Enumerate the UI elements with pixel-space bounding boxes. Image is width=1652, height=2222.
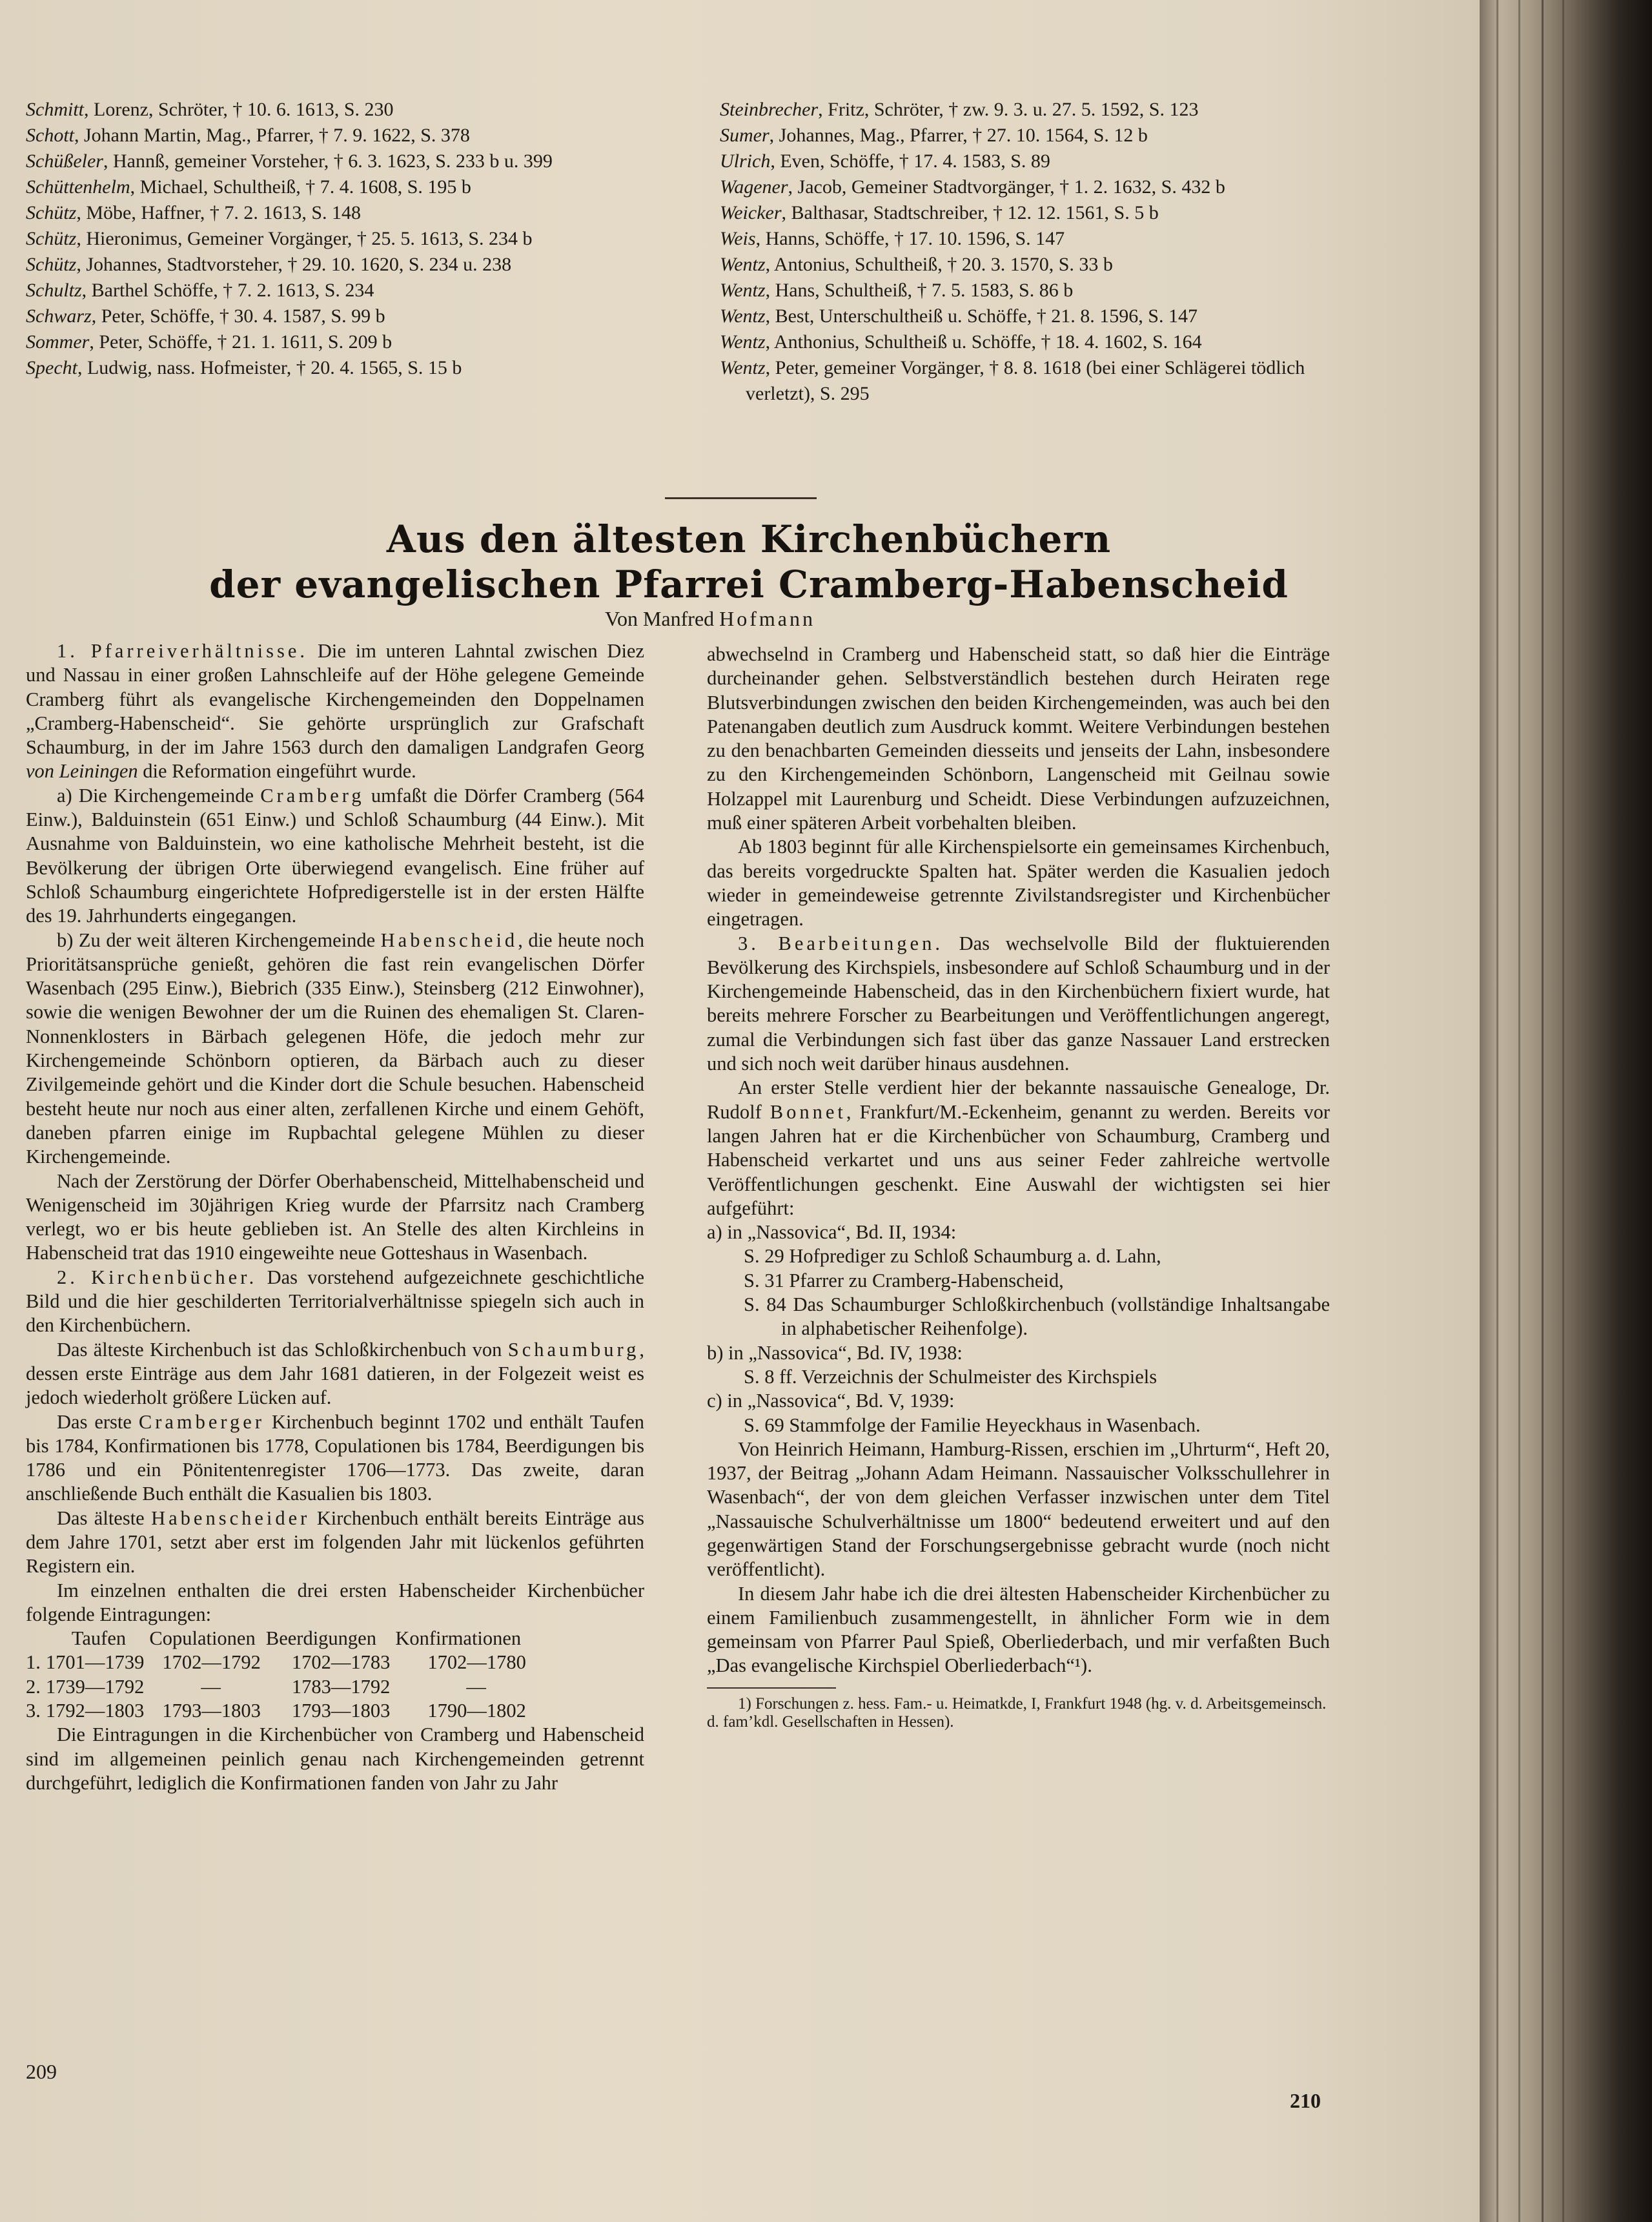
- paragraph: Von Heinrich Heimann, Hamburg-Rissen, erschien im „Uhrturm“, Heft 20, 1937, der Beitrag „Johann Adam Heimann. Nassauischer Volksschullehrer in Wasenbach“, der von dem gleichen Verfasser inzwischen unter dem Titel „Nassauische Schulverhältnisse um 1800“ bedeutend erweitert und auf den gegenwärtigen Stand der Forschungsergebnisse gebracht wurde (noch nicht veröffentlicht).: [707, 1437, 1330, 1581]
- byline-author: Hofmann: [719, 607, 815, 630]
- page-edge: [1518, 0, 1520, 2222]
- table-cell: 1790—1802: [427, 1700, 526, 1722]
- section-heading: 3. Bearbeitungen.: [738, 932, 943, 954]
- register-details: , Peter, Schöffe, † 30. 4. 1587, S. 99 b: [91, 305, 385, 327]
- table-cell: 1702—1780: [427, 1651, 526, 1674]
- register-name: Wentz: [720, 254, 766, 275]
- footnote-rule: [707, 1687, 836, 1689]
- register-entry: [720, 174, 1340, 200]
- paragraph: a) Die Kirchengemeinde Cramberg umfaßt die Dörfer Cramberg (564 Einw.), Balduinstein (651 Einw.) und Schloß Schaumburg (44 Einw.). Mit Ausnahme von Balduinstein, wo eine katholische Mehrheit besteht, ist die Bevölkerung der übrigen Orte überwiegend evangelisch. Eine früher auf Schloß Schaumburg eingerichtete Hofpredigerstelle ist in der ersten Hälfte des 19. Jahrhunderts eingegangen.: [26, 784, 644, 927]
- paragraph: Das erste Cramberger Kirchenbuch beginnt 1702 und enthält Taufen bis 1784, Konfirmationen bis 1778, Copulationen bis 1784, Beerdigungen bis 1786 und ein Pönitentenregister 1706—1773. Das zweite, daran anschließende Buch enthält die Kasualien bis 1803.: [26, 1410, 644, 1505]
- register-details: , Barthel Schöffe, † 7. 2. 1613, S. 234: [81, 280, 374, 301]
- register-entry: [720, 97, 1340, 123]
- paragraph: b) Zu der weit älteren Kirchengemeinde Habenscheid, die heute noch Prioritätsansprüche genießt, gehören die fast rein evangelischen Dörfer Wasenbach (295 Einw.), Biebrich (335 Einw.), Steinsberg (212 Einwohner), sowie die wenigen Bewohner der um die Ruinen des ehemaligen St. Claren-Nonnenklosters in Bärbach gelegenen Höfe, die jedoch mehr zur Kirchengemeinde Schönborn optieren, da Bärbach auch zu dieser Zivilgemeinde gehört und die Kinder dort die Schule besuchen. Habenscheid besteht heute nur noch aus einer alten, zerfallenen Kirche und einem Gehöft, daneben pfarren einige im Rupbachtal gelegene Mühlen zu dieser Kirchengemeinde.: [26, 929, 644, 1168]
- article-column-left: [26, 639, 644, 1795]
- register-details: , Balthasar, Stadtschreiber, † 12. 12. 1561, S. 5 b: [781, 202, 1159, 223]
- register-entry: [720, 123, 1340, 149]
- table-header-cell: Konfirmationen: [395, 1627, 522, 1650]
- kirchenbuch-table: [26, 1627, 531, 1723]
- page-number-right: 210: [1290, 2089, 1321, 2112]
- page-edge: [1562, 0, 1564, 2222]
- section-heading: 1. Pfarreiverhältnisse.: [57, 640, 309, 662]
- register-entry: [26, 174, 658, 200]
- publication-list: [707, 1220, 1330, 1437]
- register-name: Schwarz: [26, 305, 92, 327]
- paragraph: Das älteste Habenscheider Kirchenbuch enthält bereits Einträge aus dem Jahre 1701, setzt aber erst im folgenden Jahr mit lückenlos geführten Registern ein.: [26, 1507, 645, 1578]
- register-details: , Hieronimus, Gemeiner Vorgänger, † 25. 5. 1613, S. 234 b: [76, 228, 533, 249]
- register-name: Schütz: [26, 202, 77, 223]
- register-name: Schüttenhelm: [26, 176, 130, 198]
- register-details: , Peter, Schöffe, † 21. 1. 1611, S. 209 b: [89, 331, 393, 353]
- register-details: , Hans, Schultheiß, † 7. 5. 1583, S. 86 b: [765, 280, 1074, 301]
- register-entry: [26, 200, 658, 226]
- register-details: , Best, Unterschultheiß u. Schöffe, † 21. 8. 1596, S. 147: [765, 305, 1198, 327]
- table-header-cell: Copulationen: [149, 1627, 256, 1650]
- register-entry: [720, 252, 1340, 278]
- paragraph: Nach der Zerstörung der Dörfer Oberhabenscheid, Mittelhabenscheid und Wenigenscheid im 30jährigen Krieg wurde der Pfarrsitz nach Cramberg verlegt, wo er bis heute geblieben ist. An Stelle des alten Kirchleins in Habenscheid trat das 1910 eingeweihte neue Gotteshaus in Wasenbach.: [26, 1169, 644, 1264]
- paragraph: An erster Stelle verdient hier der bekannte nassauische Genealoge, Dr. Rudolf Bonnet, Frankfurt/M.-Eckenheim, genannt zu werden. Bereits vor langen Jahren hat er die Kirchenbücher von Schaumburg, Cramberg und Habenscheid verkartet und uns aus seiner Feder zahlreiche wertvolle Veröffentlichungen geschenkt. Eine Auswahl der wichtigsten sei hier aufgeführt:: [707, 1076, 1330, 1219]
- list-item: S. 29 Hofprediger zu Schloß Schaumburg a. d. Lahn,: [744, 1245, 1161, 1268]
- register-details: , Fritz, Schröter, † zw. 9. 3. u. 27. 5. 1592, S. 123: [818, 99, 1199, 120]
- register-details: , Hannß, gemeiner Vorsteher, † 6. 3. 1623, S. 233 b u. 399: [103, 150, 553, 172]
- section-divider: [665, 497, 817, 499]
- paragraph: abwechselnd in Cramberg und Habenscheid statt, so daß hier die Einträge durcheinander gehen. Selbstverständlich bestehen durch Heiraten rege Blutsverbindungen zwischen den beiden Kirchengemeinden, was auch bei den Patenangaben deutlich zum Ausdruck kommt. Weitere Verbindungen bestehen zu den benachbarten Gemeinden diesseits und jenseits der Lahn, insbesondere zu den Kirchengemeinden Schönborn, Langenscheid mit Geilnau sowie Holzappel mit Laurenburg und Scheidt. Diese Verbindungen aufzuzeichnen, muß einer späteren Arbeit vorbehalten bleiben.: [707, 643, 1330, 834]
- register-entry: [26, 329, 658, 355]
- article-title-line-1: Aus den ältesten Kirchenbüchern: [386, 517, 1112, 561]
- register-entry: [26, 355, 658, 381]
- table-row: [26, 1675, 531, 1699]
- paragraph: 3. Bearbeitungen. Das wechselvolle Bild der fluktuierenden Bevölkerung des Kirchspiels, insbesondere auf Schloß Schaumburg und in der Kirchengemeinde Habenscheid, das in den Kirchenbüchern fixiert wurde, hat bereits mehrere Forscher zu Bearbeitungen und Veröffentlichungen angeregt, zumal die Verbindungen sich fast über das ganze Nassauer Land erstrecken und sich noch weit darüber hinaus ausdehnen.: [707, 932, 1330, 1075]
- register-details: , Antonius, Schultheiß, † 20. 3. 1570, S. 33 b: [765, 254, 1113, 275]
- register-name: Weicker: [720, 202, 782, 223]
- register-details: , Michael, Schultheiß, † 7. 4. 1608, S. 195 b: [130, 176, 471, 198]
- register-name: Wentz: [720, 357, 766, 378]
- table-cell: 1702—1783: [291, 1651, 391, 1674]
- list-item: S. 8 ff. Verzeichnis der Schulmeister des Kirchspiels: [744, 1365, 1157, 1388]
- paragraph: Im einzelnen enthalten die drei ersten Habenscheider Kirchenbücher folgende Eintragungen:: [26, 1579, 644, 1625]
- register-name: Sumer: [720, 125, 770, 146]
- table-header-cell: [26, 1627, 46, 1651]
- list-item: a) in „Nassovica“, Bd. II, 1934:: [707, 1221, 957, 1244]
- register-entry: [26, 149, 658, 174]
- register-entry: [26, 123, 658, 149]
- paragraph: In diesem Jahr habe ich die drei ältesten Habenscheider Kirchenbücher zu einem Familienbuch zusammengestellt, in ähnlicher Form wie in dem gemeinsam von Pfarrer Paul Spieß, Oberliederbach, und mir verfaßten Buch „Das evangelische Kirchspiel Oberliederbach“¹).: [707, 1582, 1330, 1677]
- register-entry: [26, 252, 658, 278]
- register-entry: [720, 303, 1340, 329]
- register-name: Weis: [720, 228, 756, 249]
- register-name: Steinbrecher: [720, 99, 819, 120]
- page-number-left: 209: [26, 2060, 57, 2083]
- register-name: Schmitt: [26, 99, 84, 120]
- table-row: [26, 1651, 531, 1674]
- register-name: Wentz: [720, 280, 766, 301]
- register-entry: [26, 226, 658, 252]
- table-cell: 1792—1803: [45, 1700, 145, 1722]
- register-name: Schütz: [26, 228, 77, 249]
- register-details: , Anthonius, Schultheiß u. Schöffe, † 18. 4. 1602, S. 164: [765, 331, 1202, 353]
- register-name: Schütz: [26, 254, 77, 275]
- paragraph: 2. Kirchenbücher. Das vorstehend aufgezeichnete geschichtliche Bild und die hier geschilderten Territorialverhältnisse spiegeln sich auch in den Kirchenbüchern.: [26, 1266, 645, 1337]
- register-list-left: [26, 97, 658, 381]
- footnote: 1) Forschungen z. hess. Fam.- u. Heimatkde, I, Frankfurt 1948 (hg. v. d. Arbeitsgemeinsch. d. fam’kdl. Gesellschaften in Hessen).: [707, 1694, 1327, 1731]
- register-details: , Peter, gemeiner Vorgänger, † 8. 8. 1618 (bei einer Schlägerei tödlich verletzt), S. 295: [746, 357, 1305, 404]
- register-details: , Johann Martin, Mag., Pfarrer, † 7. 9. 1622, S. 378: [74, 125, 470, 146]
- register-entry: [720, 149, 1340, 174]
- byline-prefix: Von Manfred: [604, 607, 720, 630]
- register-details: , Lorenz, Schröter, † 10. 6. 1613, S. 230: [84, 99, 394, 120]
- paragraph: Die Eintragungen in die Kirchenbücher von Cramberg und Habenscheid sind im allgemeinen peinlich genau nach Kirchengemeinden getrennt durchgeführt, lediglich die Konfirmationen fanden von Jahr zu Jahr: [26, 1723, 644, 1794]
- list-item: S. 69 Stammfolge der Familie Heyeckhaus in Wasenbach.: [744, 1414, 1201, 1436]
- register-entry: [720, 226, 1340, 252]
- list-item: b) in „Nassovica“, Bd. IV, 1938:: [707, 1341, 963, 1364]
- register-name: Ulrich: [720, 150, 771, 172]
- table-cell: 1701—1739: [45, 1651, 145, 1674]
- paragraph: 1. Pfarreiverhältnisse. Die im unteren Lahntal zwischen Diez und Nassau in einer großen Lahnschleife auf der Höhe gelegene Gemeinde Cramberg führt als evangelische Kirchengemeinden den Doppelnamen „Cramberg-Habenscheid“. Sie gehörte ursprünglich zur Grafschaft Schaumburg, in der im Jahre 1563 durch den damaligen Landgrafen Georg von Leiningen die Reformation eingeführt wurde.: [26, 640, 644, 783]
- register-entry: [26, 303, 658, 329]
- register-name: Specht: [26, 357, 77, 378]
- register-name: Wagener: [720, 176, 788, 198]
- list-item: S. 84 Das Schaumburger Schloßkirchenbuch (vollständige Inhaltsangabe in alphabetischer Reihenfolge).: [744, 1293, 1330, 1340]
- table-header-cell: Beerdigungen: [265, 1627, 376, 1650]
- register-name: Wentz: [720, 305, 766, 327]
- register-name: Schüßeler: [26, 150, 103, 172]
- table-cell: 2.: [26, 1675, 41, 1698]
- register-entry: [720, 278, 1340, 303]
- table-header-row: [26, 1627, 531, 1651]
- book-gutter: [1480, 0, 1652, 2222]
- register-details: , Even, Schöffe, † 17. 4. 1583, S. 89: [770, 150, 1050, 172]
- register-entry: [720, 329, 1340, 355]
- register-entry: [26, 278, 658, 303]
- table-cell: 1793—1803: [162, 1700, 261, 1722]
- table-cell: 1739—1792: [45, 1675, 145, 1698]
- register-details: , Jacob, Gemeiner Stadtvorgänger, † 1. 2. 1632, S. 432 b: [788, 176, 1225, 198]
- register-details: , Johannes, Mag., Pfarrer, † 27. 10. 1564, S. 12 b: [769, 125, 1148, 146]
- register-entry: [720, 200, 1340, 226]
- table-cell: —: [466, 1675, 486, 1698]
- register-entry: [26, 97, 658, 123]
- table-row: [26, 1699, 531, 1723]
- list-item: c) in „Nassovica“, Bd. V, 1939:: [707, 1390, 955, 1412]
- register-details: , Ludwig, nass. Hofmeister, † 20. 4. 1565, S. 15 b: [77, 357, 462, 378]
- article-byline: [452, 607, 968, 631]
- table-header-cell: Taufen: [71, 1627, 127, 1650]
- article-title-line-2: der evangelischen Pfarrei Cramberg-Habenscheid: [209, 562, 1289, 606]
- register-name: Wentz: [720, 331, 766, 353]
- table-cell: 1783—1792: [291, 1675, 391, 1698]
- table-cell: 3.: [26, 1700, 41, 1722]
- register-name: Schott: [26, 125, 74, 146]
- table-cell: 1793—1803: [291, 1700, 391, 1722]
- list-item: S. 31 Pfarrer zu Cramberg-Habenscheid,: [744, 1269, 1064, 1291]
- article-column-right: [707, 643, 1330, 1731]
- paragraph: Ab 1803 beginnt für alle Kirchenspielsorte ein gemeinsames Kirchenbuch, das bereits vorgedruckte Spalten hat. Später werden die Kasualien jedoch wieder in gemeindeweise getrennte Zivilstandsregister und Kirchenbücher eingetragen.: [707, 836, 1330, 931]
- table-cell: 1702—1792: [162, 1651, 261, 1674]
- section-heading: 2. Kirchenbücher.: [57, 1266, 258, 1288]
- register-name: Schultz: [26, 280, 82, 301]
- page-edge: [1496, 0, 1498, 2222]
- register-list-right: [720, 97, 1340, 407]
- table-cell: 1.: [26, 1651, 41, 1674]
- register-name: Sommer: [26, 331, 90, 353]
- page-edge: [1542, 0, 1544, 2222]
- paragraph: Das älteste Kirchenbuch ist das Schloßkirchenbuch von Schaumburg, dessen erste Einträge aus dem Jahr 1681 datieren, in der Folgezeit weist es jedoch wiederholt größere Lücken auf.: [26, 1338, 644, 1409]
- register-details: , Johannes, Stadtvorsteher, † 29. 10. 1620, S. 234 u. 238: [76, 254, 512, 275]
- register-entry: [720, 355, 1340, 407]
- register-details: , Hanns, Schöffe, † 17. 10. 1596, S. 147: [755, 228, 1065, 249]
- table-cell: —: [201, 1675, 221, 1698]
- register-details: , Möbe, Haffner, † 7. 2. 1613, S. 148: [76, 202, 362, 223]
